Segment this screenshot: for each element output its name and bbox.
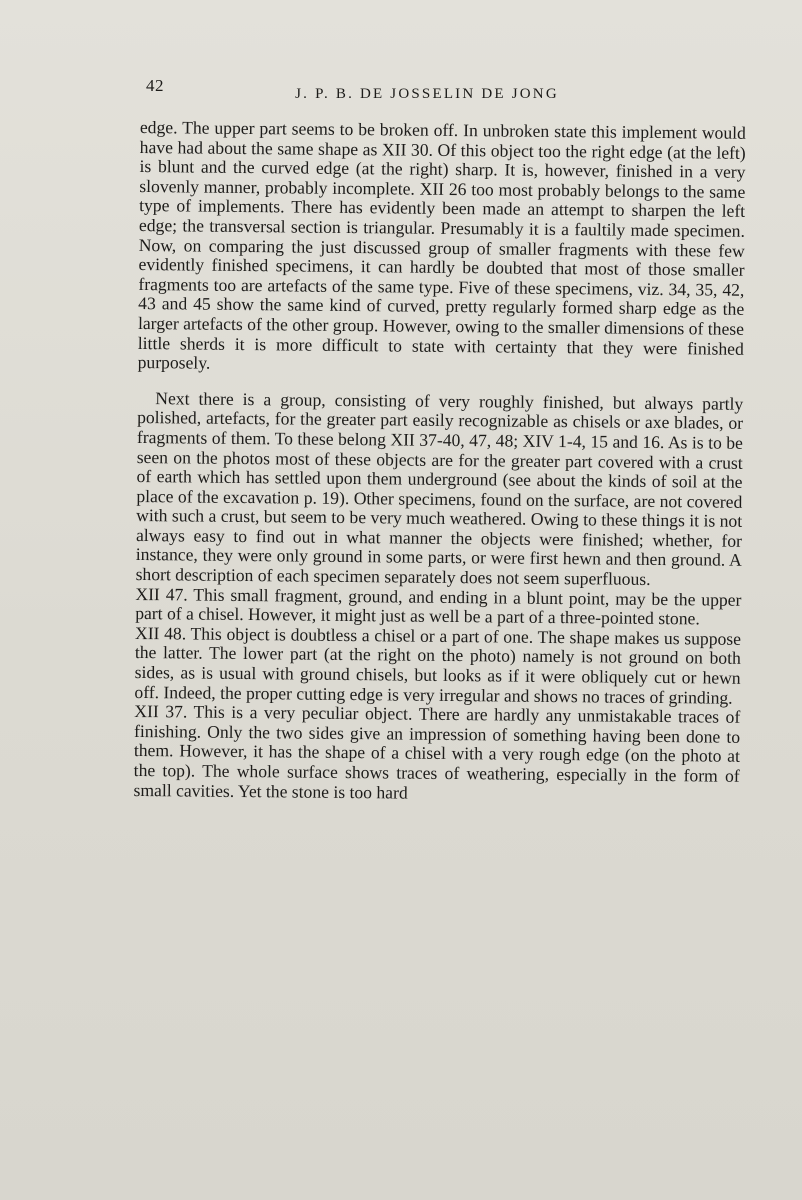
paragraph-xii-48: XII 48. This object is doubtless a chisel or a part of one. The shape makes us suppose the latter. The lower part (at the right on the photo) namely is not ground on both sides, as is usual with ground chisels, but looks as if it were obliquely cut or hewn off. Indeed, the proper cutting edge is very irregular and shows no traces of grinding. — [134, 622, 742, 708]
page-number: 42 — [146, 76, 164, 95]
paragraph-xii-47: XII 47. This small fragment, ground, and ending in a blunt point, may be the upper part of a chisel. However, it might just as well be a part of a three-pointed stone. — [135, 583, 742, 629]
paragraph-continued: edge. The upper part seems to be broken off. In unbroken state this implement would have had about the same shape as XII 30. Of this object too the right edge (at the left) is blunt and the curved edge (at the right) sharp. It is, however, finished in a very slovenly manner, probably incomplete. XII 26 too most probably belongs to the same type of implements. There has evidently been made an attempt to sharpen the left edge; the transversal section is triangular. Presumably it is a faultily made specimen. Now, on comparing the just discussed group of smaller fragments with these few evidently finished specimens, it can hardly be doubted that most of those smaller fragments too are artefacts of the same type. Five of these specimens, viz. 34, 35, 42, 43 and 45 show the same kind of curved, pretty regularly formed sharp edge as the larger artefacts of the other group. However, owing to the smaller dimensions of these little sherds it is more difficult to state with certainty that they were finished purposely. — [137, 117, 746, 373]
paragraph-chisel-group: Next there is a group, consisting of very roughly finished, but always partly polished, artefacts, for the greater part easily recognizable as chisels or axe blades, or fragments of them. To these belong XII 37-40, 47, 48; XIV 1-4, 15 and 16. As is to be seen on the photos most of these objects are for the greater part covered with a crust of earth which has settled upon them underground (see about the kinds of soil at the place of the excavation p. 19). Other specimens, found on the surface, are not covered with such a crust, but seem to be very much weathered. Owing to these things it is not always easy to find out in what manner the objects were finished; whether, for instance, they were only ground in some parts, or were first hewn and then ground. A short description of each specimen separately does not seem superfluous. — [135, 387, 744, 589]
paragraph-xii-37: XII 37. This is a very peculiar object. There are hardly any unmistakable traces of finishing. Only the two sides give an impression of something having been done to them. However, it has the shape of a chisel with a very rough edge (on the photo at the top). The whole surface shows traces of weathering, especially in the form of small cavities. Yet the stone is too hard — [133, 701, 741, 803]
running-title: J. P. B. DE JOSSELIN DE JONG — [295, 86, 559, 102]
body-text — [133, 118, 746, 806]
